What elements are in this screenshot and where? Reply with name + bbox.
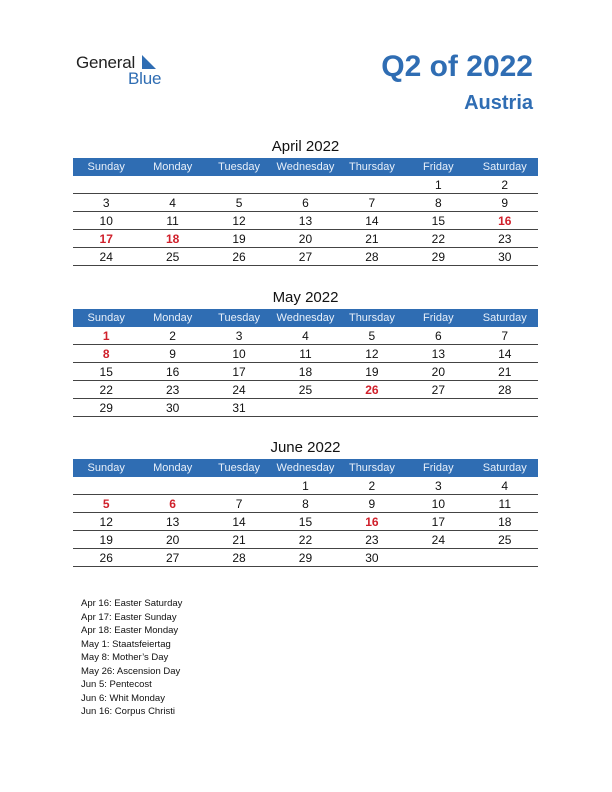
day-cell: 9: [472, 194, 538, 212]
month-title: April 2022: [271, 138, 340, 155]
day-cell: 22: [73, 381, 139, 399]
day-cell: 8: [405, 194, 471, 212]
weekday-header: Wednesday: [272, 459, 338, 477]
day-cell: 14: [472, 345, 538, 363]
day-cell: 12: [206, 212, 272, 230]
day-cell: 26: [206, 248, 272, 266]
empty-day-cell: [73, 176, 139, 194]
week-row: [73, 495, 538, 513]
day-cell: 5: [339, 327, 405, 345]
calendar-table: [73, 459, 538, 567]
day-cell: 29: [73, 399, 139, 417]
holiday-item: Apr 17: Easter Sunday: [81, 611, 177, 623]
day-cell: 28: [472, 381, 538, 399]
day-cell: 13: [405, 345, 471, 363]
empty-day-cell: [339, 399, 405, 417]
day-cell: 15: [73, 363, 139, 381]
day-cell: 1: [405, 176, 471, 194]
logo-text-blue: Blue: [128, 69, 162, 88]
day-cell: 24: [73, 248, 139, 266]
weekday-header: Thursday: [339, 459, 405, 477]
day-cell: 11: [139, 212, 205, 230]
day-cell: 7: [339, 194, 405, 212]
day-cell: 26: [339, 381, 405, 399]
empty-day-cell: [472, 549, 538, 567]
day-cell: 19: [73, 531, 139, 549]
day-cell: 15: [272, 513, 338, 531]
weekday-header: Saturday: [472, 158, 538, 176]
day-cell: 28: [339, 248, 405, 266]
page-title: Q2 of 2022: [381, 50, 533, 83]
month-april: [73, 136, 538, 266]
empty-day-cell: [139, 477, 205, 495]
day-cell: 29: [272, 549, 338, 567]
day-cell: 2: [139, 327, 205, 345]
day-cell: 20: [272, 230, 338, 248]
logo-triangle-icon: [142, 55, 156, 69]
day-cell: 27: [139, 549, 205, 567]
day-cell: 22: [405, 230, 471, 248]
empty-day-cell: [272, 399, 338, 417]
day-cell: 4: [139, 194, 205, 212]
day-cell: 10: [73, 212, 139, 230]
weekday-header: Friday: [405, 459, 471, 477]
day-cell: 12: [339, 345, 405, 363]
day-cell: 19: [339, 363, 405, 381]
day-cell: 11: [272, 345, 338, 363]
week-row: [73, 194, 538, 212]
month-june: [73, 437, 538, 567]
weekday-header-row: [73, 158, 538, 176]
holiday-list: [81, 597, 182, 719]
day-cell: 18: [472, 513, 538, 531]
week-row: [73, 549, 538, 567]
day-cell: 24: [206, 381, 272, 399]
day-cell: 23: [139, 381, 205, 399]
day-cell: 23: [339, 531, 405, 549]
day-cell: 4: [472, 477, 538, 495]
day-cell: 20: [405, 363, 471, 381]
day-cell: 21: [472, 363, 538, 381]
day-cell: 8: [73, 345, 139, 363]
empty-day-cell: [139, 176, 205, 194]
weekday-header: Monday: [139, 309, 205, 327]
day-cell: 24: [405, 531, 471, 549]
day-cell: 6: [139, 495, 205, 513]
weekday-header: Wednesday: [272, 158, 338, 176]
day-cell: 6: [405, 327, 471, 345]
day-cell: 21: [339, 230, 405, 248]
day-cell: 31: [206, 399, 272, 417]
week-row: [73, 212, 538, 230]
day-cell: 8: [272, 495, 338, 513]
day-cell: 19: [206, 230, 272, 248]
day-cell: 27: [272, 248, 338, 266]
day-cell: 1: [73, 327, 139, 345]
day-cell: 16: [472, 212, 538, 230]
day-cell: 7: [472, 327, 538, 345]
weekday-header: Tuesday: [206, 158, 272, 176]
day-cell: 7: [206, 495, 272, 513]
holiday-item: May 26: Ascension Day: [81, 665, 181, 677]
day-cell: 14: [339, 212, 405, 230]
weekday-header-row: [73, 309, 538, 327]
weekday-header: Sunday: [73, 309, 139, 327]
weekday-header: Thursday: [339, 158, 405, 176]
day-cell: 5: [73, 495, 139, 513]
day-cell: 9: [339, 495, 405, 513]
holiday-item: May 8: Mother’s Day: [81, 652, 169, 663]
week-row: [73, 477, 538, 495]
week-row: [73, 513, 538, 531]
day-cell: 5: [206, 194, 272, 212]
day-cell: 20: [139, 531, 205, 549]
holiday-item: Apr 16: Easter Saturday: [81, 598, 183, 609]
week-row: [73, 327, 538, 345]
day-cell: 17: [405, 513, 471, 531]
day-cell: 3: [206, 327, 272, 345]
day-cell: 3: [405, 477, 471, 495]
day-cell: 28: [206, 549, 272, 567]
weekday-header: Thursday: [339, 309, 405, 327]
weekday-header: Monday: [139, 158, 205, 176]
day-cell: 4: [272, 327, 338, 345]
weekday-header: Sunday: [73, 158, 139, 176]
day-cell: 2: [472, 176, 538, 194]
day-cell: 25: [472, 531, 538, 549]
weekday-header: Wednesday: [272, 309, 338, 327]
weekday-header: Tuesday: [206, 459, 272, 477]
week-row: [73, 399, 538, 417]
day-cell: 1: [272, 477, 338, 495]
week-row: [73, 230, 538, 248]
holiday-item: May 1: Staatsfeiertag: [81, 638, 171, 650]
logo-text-general: General: [76, 53, 136, 72]
weekday-header: Friday: [405, 309, 471, 327]
day-cell: 22: [272, 531, 338, 549]
month-title: June 2022: [270, 439, 341, 456]
weekday-header: Sunday: [73, 459, 139, 477]
week-row: [73, 531, 538, 549]
weekday-header: Saturday: [472, 459, 538, 477]
empty-day-cell: [472, 399, 538, 417]
empty-day-cell: [405, 549, 471, 567]
day-cell: 13: [139, 513, 205, 531]
day-cell: 30: [472, 248, 538, 266]
empty-day-cell: [272, 176, 338, 194]
empty-day-cell: [206, 477, 272, 495]
day-cell: 3: [73, 194, 139, 212]
empty-day-cell: [73, 477, 139, 495]
day-cell: 29: [405, 248, 471, 266]
day-cell: 16: [139, 363, 205, 381]
day-cell: 10: [405, 495, 471, 513]
day-cell: 17: [206, 363, 272, 381]
day-cell: 9: [139, 345, 205, 363]
week-row: [73, 363, 538, 381]
day-cell: 14: [206, 513, 272, 531]
day-cell: 13: [272, 212, 338, 230]
weekday-header: Tuesday: [206, 309, 272, 327]
holiday-item: Jun 5: Pentecost: [81, 679, 152, 690]
day-cell: 6: [272, 194, 338, 212]
day-cell: 15: [405, 212, 471, 230]
month-may: [73, 287, 538, 417]
day-cell: 27: [405, 381, 471, 399]
day-cell: 21: [206, 531, 272, 549]
day-cell: 2: [339, 477, 405, 495]
calendar-table: [73, 309, 538, 417]
country-name: Austria: [464, 92, 533, 114]
weekday-header: Friday: [405, 158, 471, 176]
day-cell: 18: [139, 230, 205, 248]
day-cell: 12: [73, 513, 139, 531]
day-cell: 30: [139, 399, 205, 417]
day-cell: 23: [472, 230, 538, 248]
logo: [76, 52, 176, 92]
day-cell: 30: [339, 549, 405, 567]
calendar-table: [73, 158, 538, 266]
day-cell: 18: [272, 363, 338, 381]
weekday-header-row: [73, 459, 538, 477]
empty-day-cell: [339, 176, 405, 194]
week-row: [73, 176, 538, 194]
empty-day-cell: [405, 399, 471, 417]
month-title: May 2022: [272, 289, 339, 306]
weekday-header: Saturday: [472, 309, 538, 327]
day-cell: 10: [206, 345, 272, 363]
day-cell: 25: [272, 381, 338, 399]
holiday-item: Jun 6: Whit Monday: [81, 692, 165, 704]
holiday-item: Apr 18: Easter Monday: [81, 625, 179, 636]
empty-day-cell: [206, 176, 272, 194]
day-cell: 16: [339, 513, 405, 531]
week-row: [73, 381, 538, 399]
day-cell: 17: [73, 230, 139, 248]
holiday-item: Jun 16: Corpus Christi: [81, 706, 175, 717]
weekday-header: Monday: [139, 459, 205, 477]
day-cell: 11: [472, 495, 538, 513]
day-cell: 26: [73, 549, 139, 567]
day-cell: 25: [139, 248, 205, 266]
week-row: [73, 345, 538, 363]
week-row: [73, 248, 538, 266]
